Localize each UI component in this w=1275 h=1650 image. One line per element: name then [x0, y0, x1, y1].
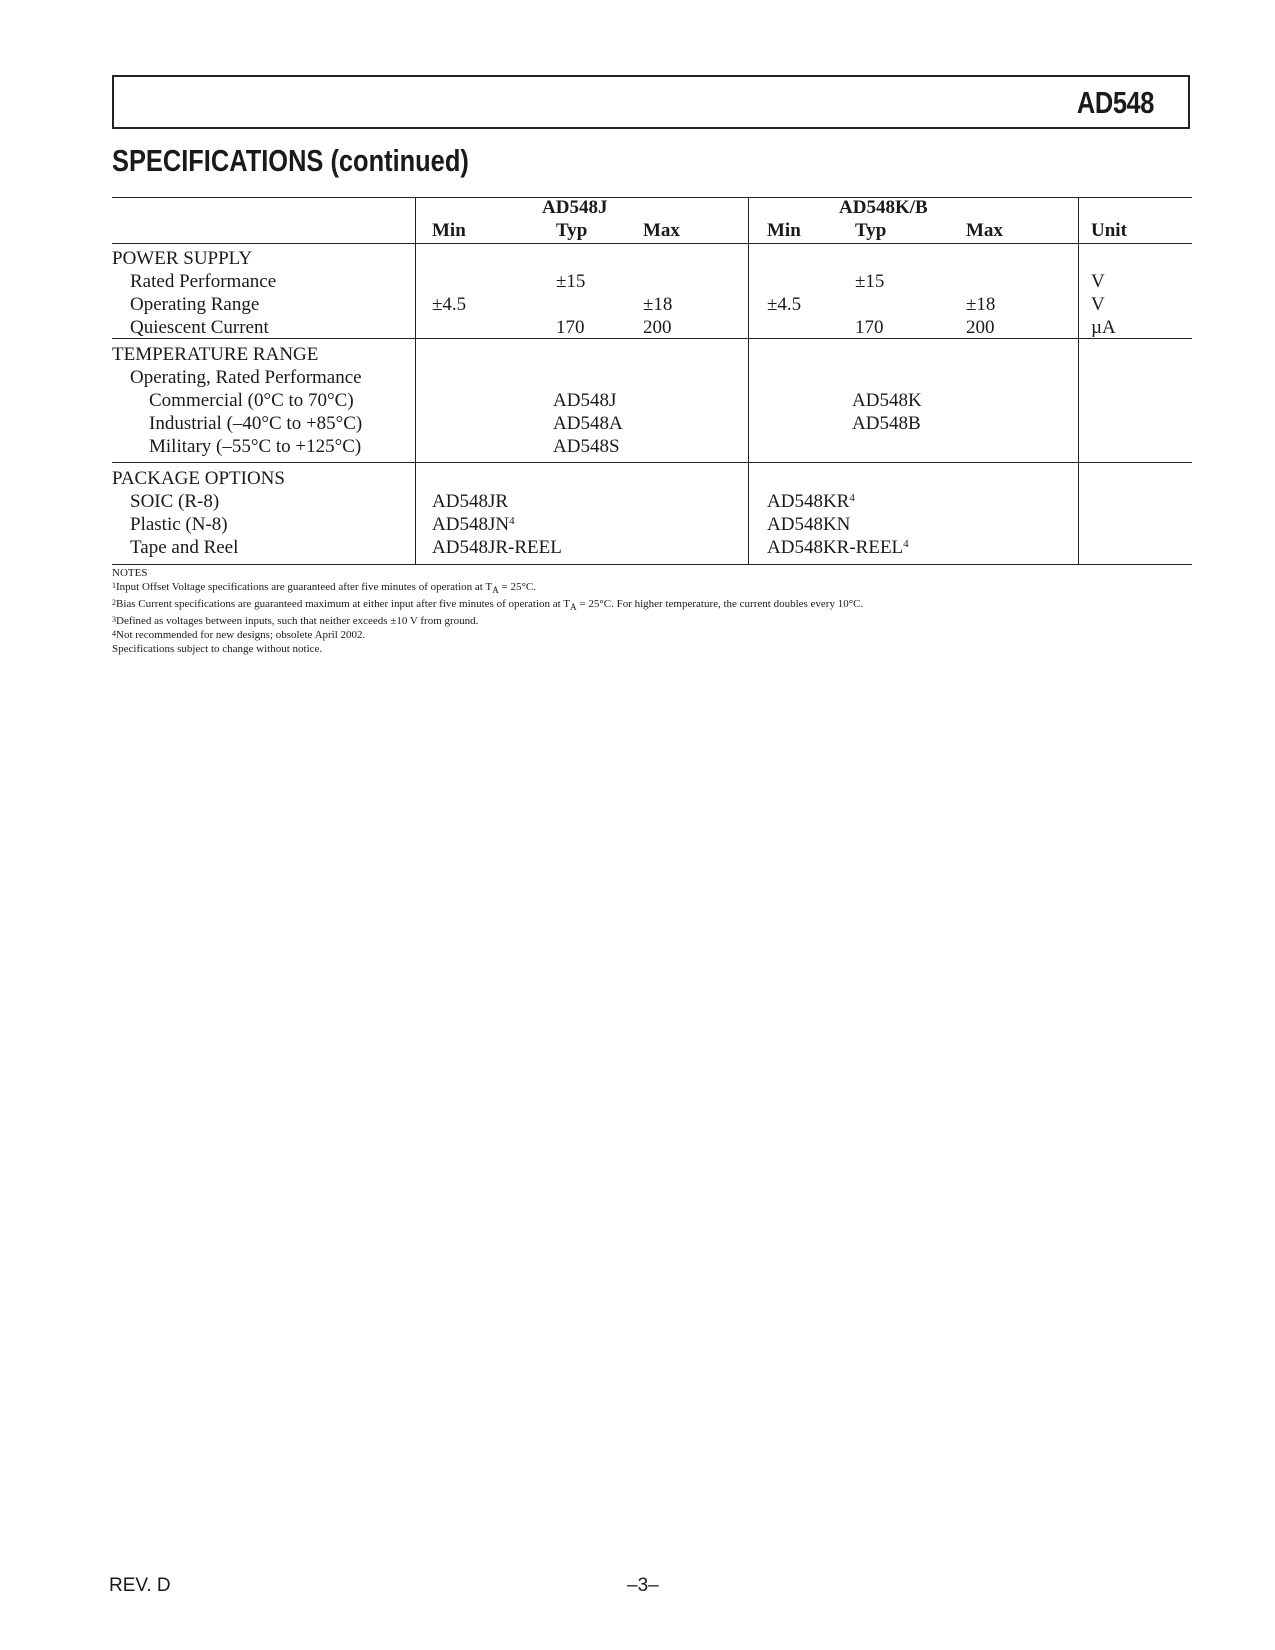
- temperature-sub: Operating, Rated Performance: [130, 367, 362, 388]
- note-1-text-b: = 25°C.: [498, 581, 536, 593]
- note-3-text: Defined as voltages between inputs, such that neither exceeds ±10 V from ground.: [116, 615, 479, 628]
- quiescent-j-typ: 170: [556, 317, 585, 338]
- package-heading: PACKAGE OPTIONS: [112, 468, 285, 489]
- note-1-text-a: Input Offset Voltage specifications are guaranteed after five minutes of operation at T: [116, 581, 493, 593]
- note-1-subscript: A: [492, 585, 499, 596]
- industrial-j: AD548A: [553, 413, 623, 434]
- tape-k: [767, 536, 909, 559]
- soic-label: SOIC (R-8): [130, 491, 220, 512]
- header-box: [112, 75, 1190, 129]
- col-k-max: Max: [966, 220, 1003, 241]
- operating-k-min: ±4.5: [767, 294, 802, 315]
- plastic-j-footnote: 4: [509, 515, 515, 527]
- page-number: –3–: [627, 1575, 659, 1596]
- note-2: [112, 597, 863, 614]
- plastic-label: Plastic (N-8): [130, 514, 228, 535]
- plastic-j-text: AD548JN: [432, 514, 510, 535]
- col-divider-j: [415, 197, 416, 565]
- quiescent-k-typ: 170: [855, 317, 884, 338]
- soic-j: AD548JR: [432, 491, 509, 512]
- note-1-number: 1: [112, 581, 116, 590]
- note-1: [112, 580, 863, 597]
- operating-label: Operating Range: [130, 294, 260, 315]
- rated-label: Rated Performance: [130, 271, 277, 292]
- rated-unit: V: [1091, 271, 1105, 292]
- quiescent-j-max: 200: [643, 317, 672, 338]
- note-4-text: Not recommended for new designs; obsolete April 2002.: [116, 629, 366, 642]
- military-label: Military (–55°C to +125°C): [149, 436, 362, 457]
- group-header-kb: AD548K/B: [839, 197, 928, 218]
- rated-j-typ: ±15: [556, 271, 586, 292]
- operating-j-max: ±18: [643, 294, 673, 315]
- note-4-number: 4: [112, 629, 116, 639]
- industrial-label: Industrial (–40°C to +85°C): [149, 413, 363, 434]
- commercial-label: Commercial (0°C to 70°C): [149, 390, 354, 411]
- col-j-typ: Typ: [556, 220, 588, 241]
- col-k-min: Min: [767, 220, 801, 241]
- col-divider-kb: [748, 197, 749, 565]
- notes-title: NOTES: [112, 567, 148, 579]
- part-number: AD548: [1076, 85, 1154, 120]
- col-divider-unit: [1078, 197, 1079, 565]
- section-title: SPECIFICATIONS (continued): [112, 143, 469, 178]
- tape-j: AD548JR-REEL: [432, 537, 562, 558]
- plastic-j: [432, 513, 515, 536]
- col-j-max: Max: [643, 220, 680, 241]
- note-2-text-b: = 25°C. For higher temperature, the current doubles every 10°C.: [576, 598, 864, 611]
- power-heading: POWER SUPPLY: [112, 248, 253, 269]
- revision-label: REV. D: [109, 1575, 171, 1596]
- note-2-subscript: A: [570, 602, 577, 613]
- temperature-heading: TEMPERATURE RANGE: [112, 344, 319, 365]
- quiescent-label: Quiescent Current: [130, 317, 269, 338]
- quiescent-k-max: 200: [966, 317, 995, 338]
- col-j-min: Min: [432, 220, 466, 241]
- note-3: [112, 614, 863, 628]
- commercial-k: AD548K: [852, 390, 922, 411]
- operating-unit: V: [1091, 294, 1105, 315]
- header-rule: [112, 243, 1192, 244]
- quiescent-unit: µA: [1091, 317, 1116, 338]
- group-header-j: AD548J: [542, 197, 608, 218]
- soic-k-footnote: 4: [849, 492, 855, 504]
- col-unit: Unit: [1091, 220, 1127, 241]
- change-notice: Specifications subject to change without notice.: [112, 643, 323, 655]
- tape-label: Tape and Reel: [130, 537, 239, 558]
- note-2-number: 2: [112, 598, 116, 608]
- military-j: AD548S: [553, 436, 620, 457]
- operating-k-max: ±18: [966, 294, 996, 315]
- soic-k: [767, 490, 855, 513]
- table-top-rule: [112, 197, 1192, 198]
- commercial-j: AD548J: [553, 390, 617, 411]
- plastic-k: AD548KN: [767, 514, 851, 535]
- soic-k-text: AD548KR: [767, 491, 850, 512]
- note-4: [112, 628, 863, 642]
- tape-k-footnote: 4: [903, 538, 909, 550]
- tape-k-text: AD548KR-REEL: [767, 537, 904, 558]
- col-k-typ: Typ: [855, 220, 887, 241]
- table-bottom-rule: [112, 564, 1192, 565]
- rated-k-typ: ±15: [855, 271, 885, 292]
- temperature-rule: [112, 462, 1192, 463]
- industrial-k: AD548B: [852, 413, 921, 434]
- note-2-text-a: Bias Current specifications are guaranteed maximum at either input after five minutes of operation at T: [116, 598, 571, 611]
- operating-j-min: ±4.5: [432, 294, 467, 315]
- notes: [112, 566, 863, 642]
- note-3-number: 3: [112, 615, 116, 625]
